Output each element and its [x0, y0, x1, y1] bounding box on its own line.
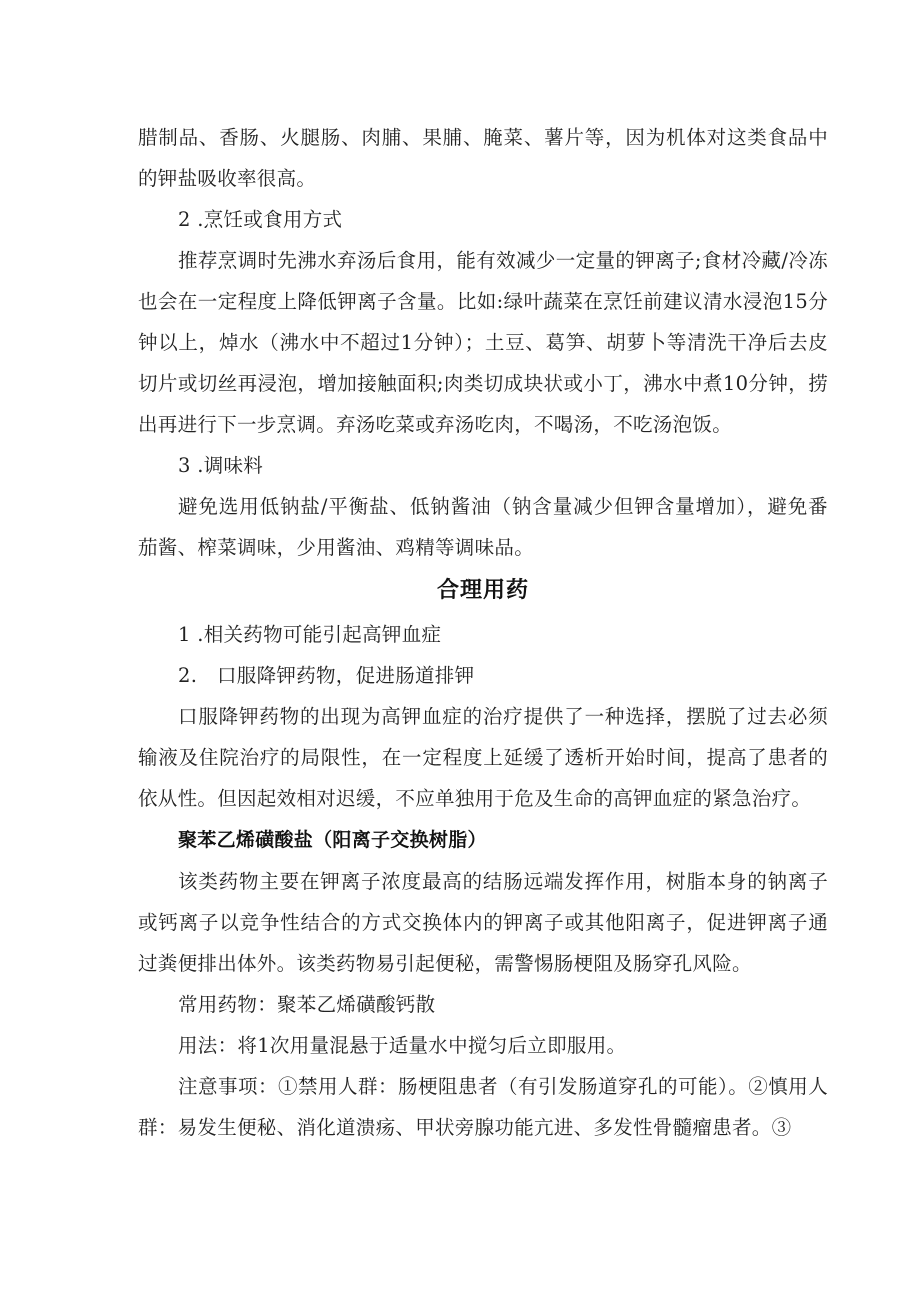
drug-class-paragraph: 该类药物主要在钾离子浓度最高的结肠远端发挥作用，树脂本身的钠离子或钙离子以竞争性结合的方式交换体内的钾离子或其他阳离子，促进钾离子通过粪便排出体外。该类药物易引起便秘，需警惕肠梗阻及肠穿孔风险。 [138, 870, 828, 975]
usage-line: 用法：将1次用量混悬于适量水中搅匀后立即服用。 [178, 1034, 627, 1057]
medication-item-2: 2. 口服降钾药物，促进肠道排钾 [178, 664, 475, 687]
document-body [138, 117, 828, 1148]
precautions-paragraph: 注意事项：①禁用人群：肠梗阻患者（有引发肠道穿孔的可能）。②慎用人群：易发生便秘、消化道溃疡、甲状旁腺功能亢进、多发性骨髓瘤患者。③ [138, 1075, 828, 1139]
cooking-heading: 2 .烹饪或食用方式 [178, 208, 343, 231]
cooking-paragraph: 推荐烹调时先沸水弃汤后食用，能有效减少一定量的钾离子;食材冷藏/冷冻也会在一定程度上降低钾离子含量。比如:绿叶蔬菜在烹饪前建议清水浸泡15分钟以上，焯水（沸水中不超过1分钟）；土豆、葛笋、胡萝卜等清洗干净后去皮切片或切丝再浸泡，增加接触面积;肉类切成块状或小丁，沸水中煮10分钟，捞出再进行下一步烹调。弃汤吃菜或弃汤吃肉，不喝汤，不吃汤泡饭。 [138, 249, 828, 436]
seasoning-heading: 3 .调味料 [178, 454, 264, 477]
medication-item-1: 1 .相关药物可能引起高钾血症 [178, 623, 442, 646]
seasoning-paragraph: 避免选用低钠盐/平衡盐、低钠酱油（钠含量减少但钾含量增加），避免番茄酱、榨菜调味，少用酱油、鸡精等调味品。 [138, 495, 828, 559]
common-drug-line: 常用药物：聚苯乙烯磺酸钙散 [178, 993, 436, 1016]
medication-item-2-paragraph: 口服降钾药物的出现为高钾血症的治疗提供了一种选择，摆脱了过去必须输液及住院治疗的局限性，在一定程度上延缓了透析开始时间，提高了患者的依从性。但因起效相对迟缓，不应单独用于危及生命的高钾血症的紧急治疗。 [138, 705, 828, 810]
medication-section-title: 合理用药 [436, 578, 529, 603]
intro-continuation-paragraph: 腊制品、香肠、火腿肠、肉脯、果脯、腌菜、薯片等，因为机体对这类食品中的钾盐吸收率很高。 [138, 126, 828, 190]
drug-class-heading: 聚苯乙烯磺酸盐（阳离子交换树脂） [178, 829, 487, 851]
